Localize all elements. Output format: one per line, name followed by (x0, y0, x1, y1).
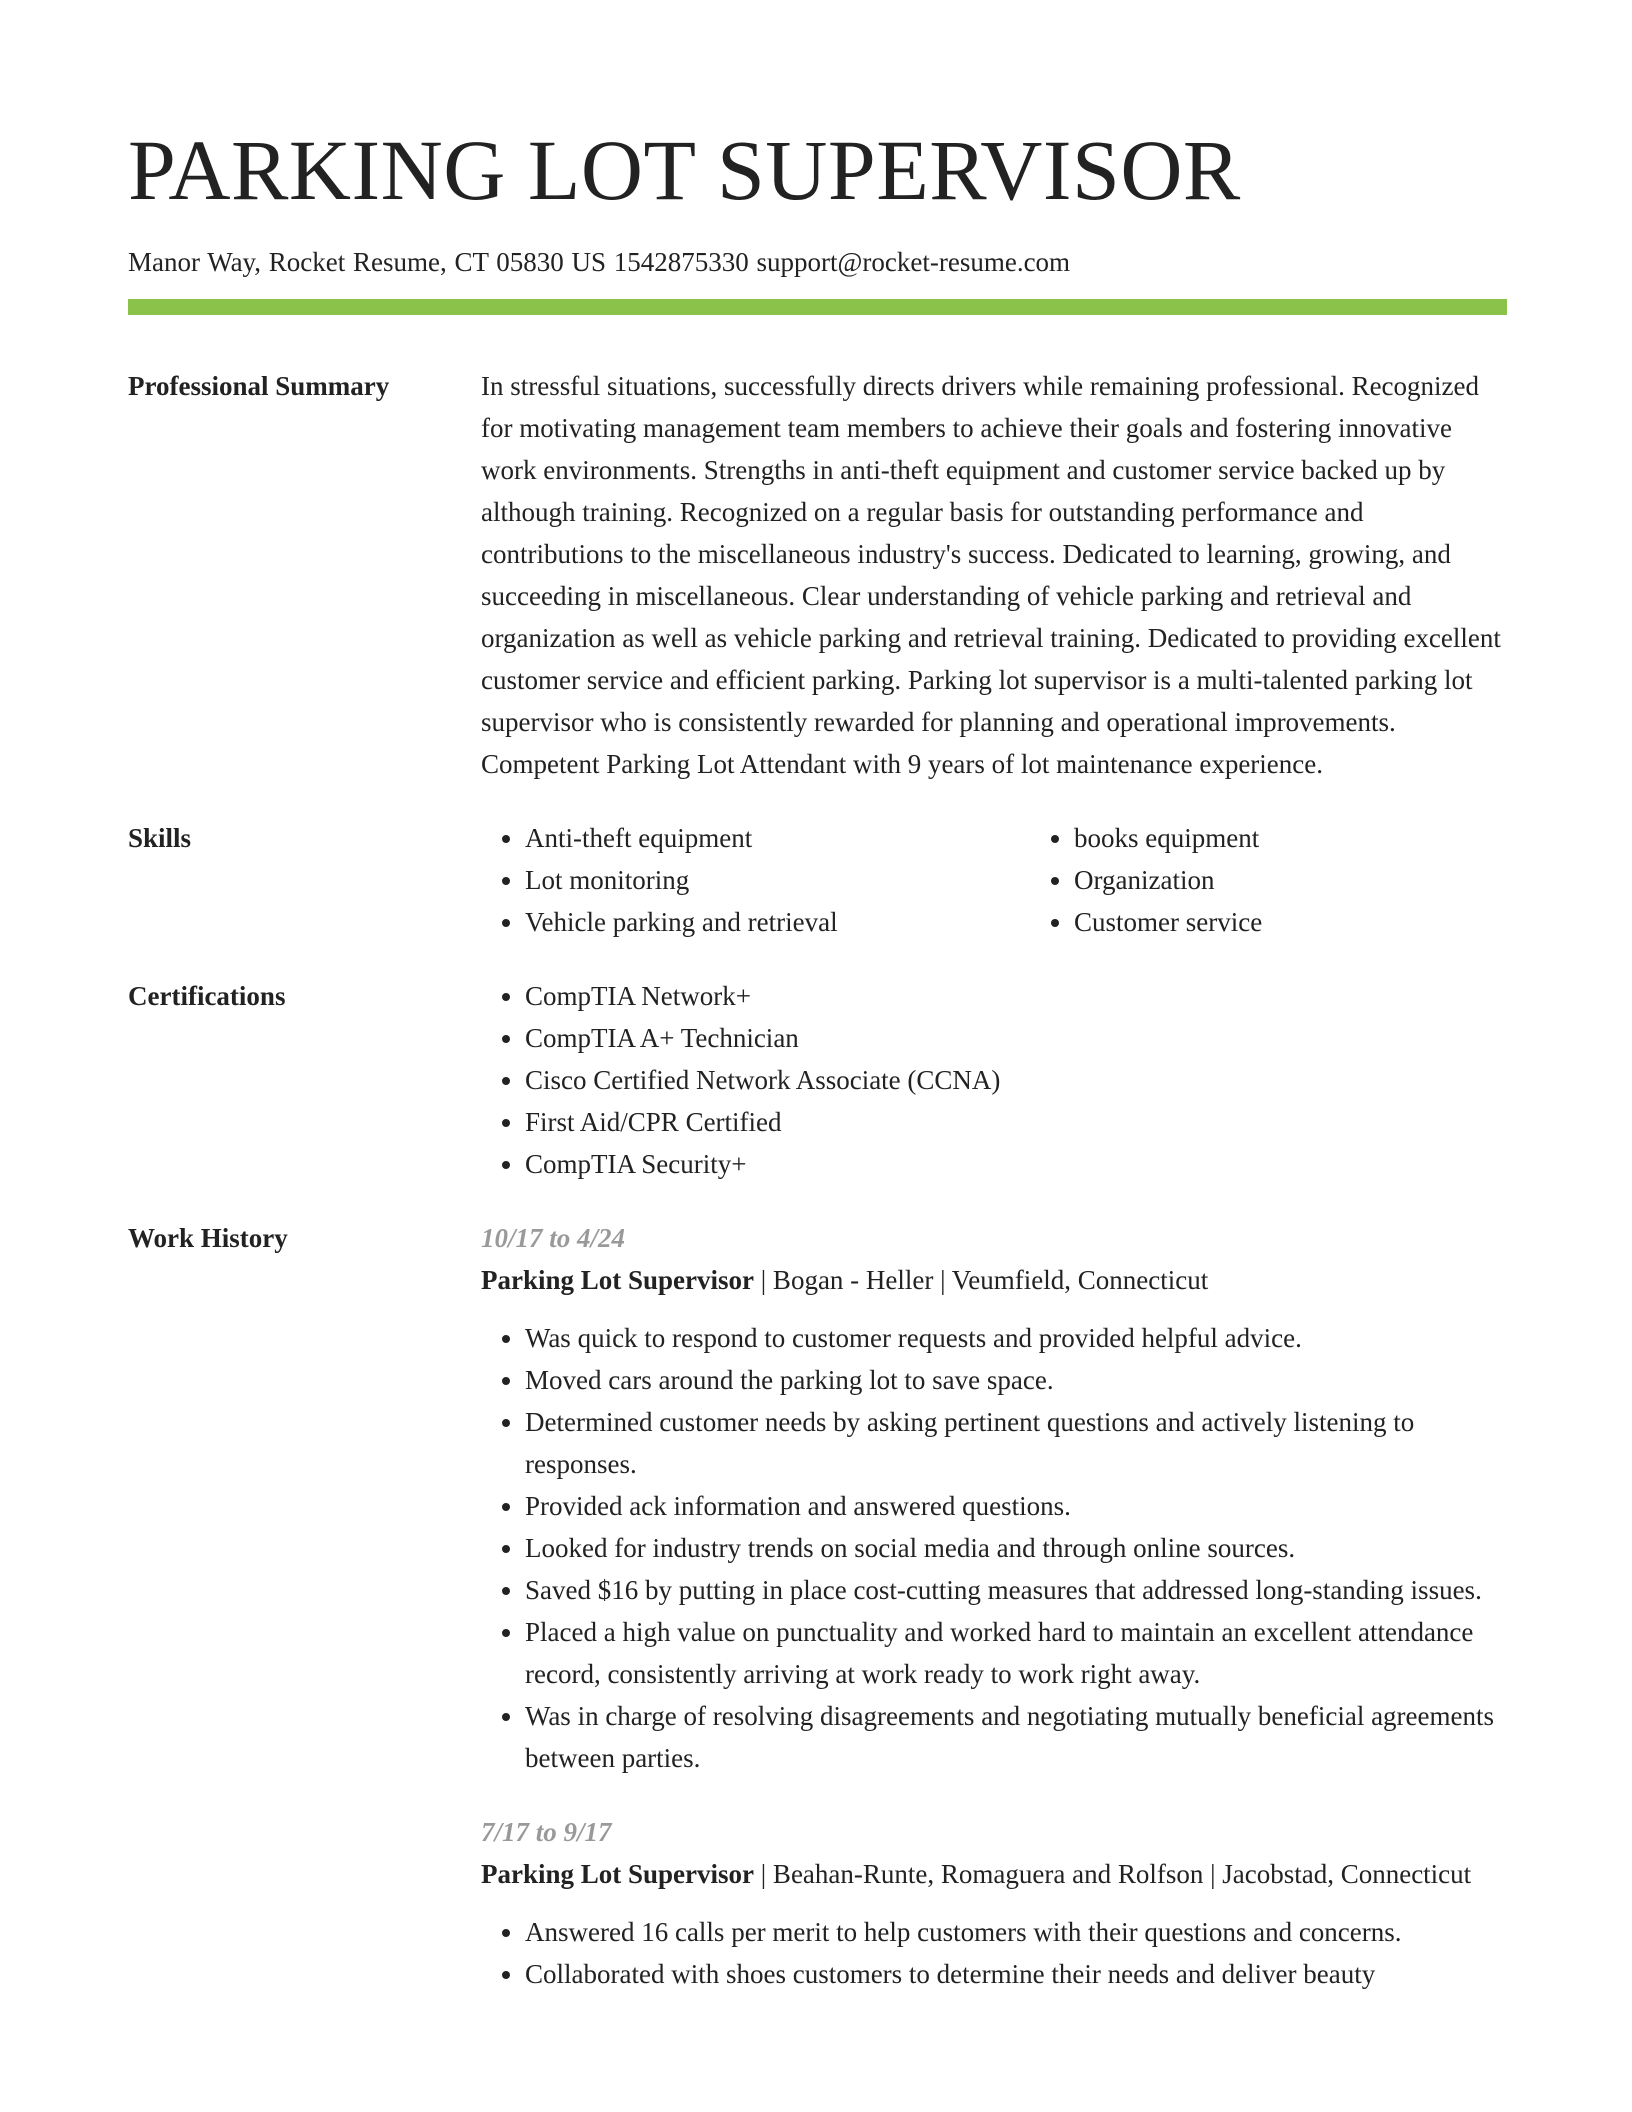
section-title-summary: Professional Summary (128, 371, 390, 401)
certifications-body (481, 975, 1507, 1185)
certification-item: • Cisco Certified Network Associate (CCNA) (525, 1059, 1507, 1101)
job-bullets (481, 1911, 1507, 1995)
section-title-skills: Skills (128, 823, 192, 853)
skill-item: • Anti-theft equipment (525, 817, 1030, 859)
job-heading (481, 1259, 1507, 1301)
job-bullet: • Collaborated with shoes customers to determine their needs and deliver beauty (525, 1953, 1507, 1995)
certification-item: • CompTIA Network+ (525, 975, 1507, 1017)
certification-item: • CompTIA A+ Technician (525, 1017, 1507, 1059)
skills-list-left (481, 817, 1030, 943)
resume-name: PARKING LOT SUPERVISOR (128, 122, 1241, 218)
contact-info: Manor Way, Rocket Resume, CT 05830 US 1542875330 support@rocket-resume.com (128, 247, 1071, 277)
certifications-list (481, 975, 1507, 1185)
certification-item: • First Aid/CPR Certified (525, 1101, 1507, 1143)
summary-section (128, 365, 1507, 785)
job-bullet: • Saved $16 by putting in place cost-cutting measures that addressed long-standing issues. (525, 1569, 1507, 1611)
skill-item: • Organization (1074, 859, 1579, 901)
skill-item: • Customer service (1074, 901, 1579, 943)
section-title-work-history: Work History (128, 1223, 288, 1253)
job-title: Parking Lot Supervisor (481, 1859, 755, 1889)
job-bullet: • Placed a high value on punctuality and worked hard to maintain an excellent attendance record, consistently arriving at work ready to work right away. (525, 1611, 1507, 1695)
skills-list-right (1030, 817, 1579, 943)
job-details: | Bogan - Heller | Veumfield, Connecticut (754, 1265, 1209, 1295)
skill-item: • Lot monitoring (525, 859, 1030, 901)
job-title: Parking Lot Supervisor (481, 1265, 755, 1295)
certifications-section (128, 975, 1507, 1185)
work-history-section (128, 1217, 1507, 1995)
job-details: | Beahan-Runte, Romaguera and Rolfson | Jacobstad, Connecticut (754, 1859, 1472, 1889)
skills-grid (481, 817, 1579, 943)
job-bullets (481, 1317, 1507, 1779)
job-bullet: • Answered 16 calls per merit to help customers with their questions and concerns. (525, 1911, 1507, 1953)
job-dates: 7/17 to 9/17 (481, 1817, 612, 1847)
job-heading (481, 1853, 1507, 1895)
section-title-certifications: Certifications (128, 981, 286, 1011)
work-history-body (481, 1217, 1507, 1995)
job-bullet: • Was in charge of resolving disagreements and negotiating mutually beneficial agreements between parties. (525, 1695, 1507, 1779)
job-bullet: • Determined customer needs by asking pertinent questions and actively listening to responses. (525, 1401, 1507, 1485)
header-divider (128, 299, 1507, 315)
skills-section (128, 817, 1507, 943)
job-entry (481, 1217, 1507, 1779)
certification-item: • CompTIA Security+ (525, 1143, 1507, 1185)
job-bullet: • Was quick to respond to customer requests and provided helpful advice. (525, 1317, 1507, 1359)
skill-item: • books equipment (1074, 817, 1579, 859)
job-bullet: • Looked for industry trends on social media and through online sources. (525, 1527, 1507, 1569)
job-entry (481, 1811, 1507, 1995)
job-bullet: • Provided ack information and answered questions. (525, 1485, 1507, 1527)
skill-item: • Vehicle parking and retrieval (525, 901, 1030, 943)
job-dates: 10/17 to 4/24 (481, 1223, 626, 1253)
summary-text: In stressful situations, successfully directs drivers while remaining professional. Recognized for motivating management team members to achieve their goals and fostering innovative work environments. Strengths in anti-theft equipment and customer service backed up by although training. Recognized on a regular basis for outstanding performance and contributions to the miscellaneous industry's success. Dedicated to learning, growing, and succeeding in miscellaneous. Clear understanding of vehicle parking and retrieval and organization as well as vehicle parking and retrieval training. Dedicated to providing excellent customer service and efficient parking. Parking lot supervisor is a multi-talented parking lot supervisor who is consistently rewarded for planning and operational improvements. Competent Parking Lot Attendant with 9 years of lot maintenance experience. (481, 371, 1501, 779)
job-bullet: • Moved cars around the parking lot to save space. (525, 1359, 1507, 1401)
